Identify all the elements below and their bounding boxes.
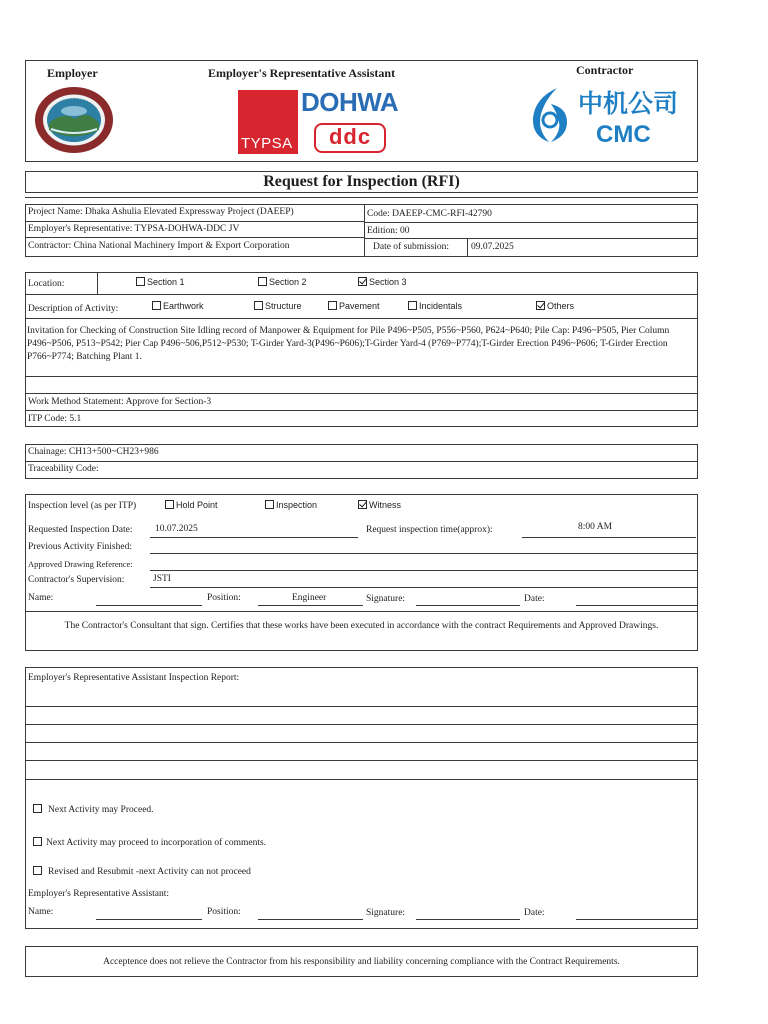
- employer-label: Employer: [47, 66, 98, 80]
- hold-point-checkbox[interactable]: [165, 500, 174, 509]
- era-name-label: Name:: [28, 907, 54, 917]
- activity-label: Description of Activity:: [28, 304, 119, 314]
- activity-pavement[interactable]: Pavement: [328, 301, 380, 311]
- contractor-name: Contractor: China National Machinery Import & Export Corporation: [28, 241, 290, 251]
- option-next-activity-proceed[interactable]: Next Activity may Proceed.: [33, 804, 154, 816]
- contractor-signature-field[interactable]: [416, 605, 520, 606]
- supervision-value[interactable]: JSTI: [153, 574, 171, 584]
- requested-date-underline: [150, 537, 358, 538]
- earthwork-checkbox[interactable]: [152, 301, 161, 310]
- era-signature-label: Signature:: [366, 908, 406, 918]
- previous-activity-label: Previous Activity Finished:: [28, 542, 132, 552]
- location-line: [25, 294, 698, 295]
- traceability-code: Traceability Code:: [28, 464, 99, 474]
- requested-time-value[interactable]: 8:00 AM: [578, 522, 613, 532]
- drawing-reference-field[interactable]: [150, 570, 698, 571]
- supervision-underline: [150, 587, 698, 588]
- requested-date-value[interactable]: 10.07.2025: [155, 524, 198, 534]
- report-line-4: [25, 760, 698, 761]
- work-method-statement: Work Method Statement: Approve for Section-3: [28, 397, 212, 407]
- page-title: Request for Inspection (RFI): [263, 173, 460, 190]
- activity-others[interactable]: Others: [536, 301, 574, 311]
- previous-activity-field[interactable]: [150, 553, 698, 554]
- desc-line-3: [25, 410, 698, 411]
- structure-checkbox[interactable]: [254, 301, 263, 310]
- activity-line: [25, 318, 698, 319]
- contractor-signature-label: Signature:: [366, 594, 406, 604]
- inspection-checkbox[interactable]: [265, 500, 274, 509]
- incidentals-checkbox[interactable]: [408, 301, 417, 310]
- inspection-level-label: Inspection level (as per ITP): [28, 501, 137, 511]
- contractor-label: Contractor: [576, 63, 634, 77]
- requested-date-label: Requested Inspection Date:: [28, 525, 133, 535]
- desc-line-2: [25, 393, 698, 394]
- cmc-logo-en: CMC: [596, 121, 651, 148]
- proceed-with-comments-checkbox[interactable]: [33, 837, 42, 846]
- location-label-divider: [97, 272, 98, 294]
- contractor-name-label: Name:: [28, 593, 54, 603]
- era-position-label: Position:: [207, 907, 241, 917]
- desc-line-1: [25, 376, 698, 377]
- level-hold-point[interactable]: Hold Point: [165, 500, 218, 510]
- employer-seal-logo: [33, 85, 115, 155]
- footer-disclaimer: Acceptence does not relieve the Contractor from his responsibility and liability concerning compliance with the Contract Requirements.: [103, 957, 620, 967]
- report-line-2: [25, 724, 698, 725]
- level-inspection[interactable]: Inspection: [265, 500, 317, 510]
- ddc-logo: ddc: [314, 123, 386, 153]
- revise-resubmit-checkbox[interactable]: [33, 866, 42, 875]
- drawing-reference-label: Approved Drawing Reference:: [28, 559, 133, 569]
- requested-time-underline: [522, 537, 696, 538]
- witness-checkbox[interactable]: [358, 500, 367, 509]
- section-3-checkbox[interactable]: [358, 277, 367, 286]
- supervision-label: Contractor's Supervision:: [28, 575, 125, 585]
- level-witness[interactable]: Witness: [358, 500, 401, 510]
- activity-earthwork[interactable]: Earthwork: [152, 301, 204, 311]
- contractor-date-label: Date:: [524, 594, 545, 604]
- rfi-code: Code: DAEEP-CMC-RFI-42790: [367, 209, 492, 219]
- requested-time-label: Request inspection time(approx):: [366, 525, 493, 535]
- contractor-date-field[interactable]: [576, 605, 698, 606]
- chainage: Chainage: CH13+500~CH23+986: [28, 447, 159, 457]
- certification-top-line: [25, 611, 698, 612]
- activity-structure[interactable]: Structure: [254, 301, 302, 311]
- title-underline: [25, 197, 698, 198]
- employers-representative: Employer's Representative: TYPSA-DOHWA-DDC JV: [28, 224, 240, 234]
- next-activity-proceed-checkbox[interactable]: [33, 804, 42, 813]
- era-name-field[interactable]: [96, 919, 202, 920]
- section-1-checkbox[interactable]: [136, 277, 145, 286]
- typsa-logo-text: TYPSA: [241, 135, 293, 152]
- activity-description: Invitation for Checking of Construction Site Idling record of Manpower & Equipment for Pile P496~P505, P556~P560, P624~P640; Pile Cap: P496~P505, Pier Column P496~P506, P513~P542; Pier Cap P496~506,P512~P530; T-Girder Yard-3(P496~P606);T-Girder Yard-4 (P769~P774);T-Girder Erection P496~P606; T-Girder Erection P766~P774; Batching Plant 1.: [27, 326, 670, 362]
- report-line-3: [25, 742, 698, 743]
- certification-text: The Contractor's Consultant that sign. Certifies that these works have been executed in accordance with the contract Requirements and Approved Drawings.: [64, 621, 659, 631]
- report-title: Employer's Representative Assistant Inspection Report:: [28, 673, 240, 683]
- contractor-position-label: Position:: [207, 593, 241, 603]
- itp-code: ITP Code: 5.1: [28, 414, 82, 424]
- pavement-checkbox[interactable]: [328, 301, 337, 310]
- location-label: Location:: [28, 279, 65, 289]
- info-divider: [364, 204, 365, 257]
- info-row-line-r1: [364, 222, 698, 223]
- section-2-checkbox[interactable]: [258, 277, 267, 286]
- edition: Edition: 00: [367, 226, 410, 236]
- typsa-logo: [238, 90, 298, 154]
- activity-incidentals[interactable]: Incidentals: [408, 301, 462, 311]
- era-signoff-label: Employer's Representative Assistant:: [28, 889, 170, 899]
- contractor-position-underline: [258, 605, 363, 606]
- info-row-line-r2: [364, 238, 698, 239]
- dohwa-logo: DOHWA: [301, 87, 399, 117]
- location-section-1[interactable]: Section 1: [136, 277, 185, 287]
- cmc-emblem-icon: [527, 84, 573, 146]
- era-label: Employer's Representative Assistant: [208, 66, 396, 80]
- info-row-line-2: [25, 237, 365, 238]
- option-proceed-with-comments[interactable]: Next Activity may proceed to incorporation of comments.: [33, 837, 266, 849]
- contractor-name-field[interactable]: [96, 605, 202, 606]
- location-section-2[interactable]: Section 2: [258, 277, 307, 287]
- report-line-1: [25, 706, 698, 707]
- info-row-line-1: [25, 221, 365, 222]
- era-date-field[interactable]: [576, 919, 698, 920]
- project-name: Project Name: Dhaka Ashulia Elevated Expressway Project (DAEEP): [28, 207, 294, 217]
- era-date-label: Date:: [524, 908, 545, 918]
- chainage-line: [25, 461, 698, 462]
- contractor-position-value[interactable]: Engineer: [292, 593, 327, 603]
- cmc-logo-cn: 中机公司: [578, 90, 679, 118]
- others-checkbox[interactable]: [536, 301, 545, 310]
- submission-date-label: Date of submission:: [373, 242, 449, 252]
- date-divider: [467, 238, 468, 257]
- report-line-5: [25, 779, 698, 780]
- era-position-field[interactable]: [258, 919, 363, 920]
- option-revise-resubmit[interactable]: Revised and Resubmit -next Activity can not proceed: [33, 866, 251, 878]
- era-signature-field[interactable]: [416, 919, 520, 920]
- submission-date-value: 09.07.2025: [471, 242, 514, 252]
- location-section-3[interactable]: Section 3: [358, 277, 407, 287]
